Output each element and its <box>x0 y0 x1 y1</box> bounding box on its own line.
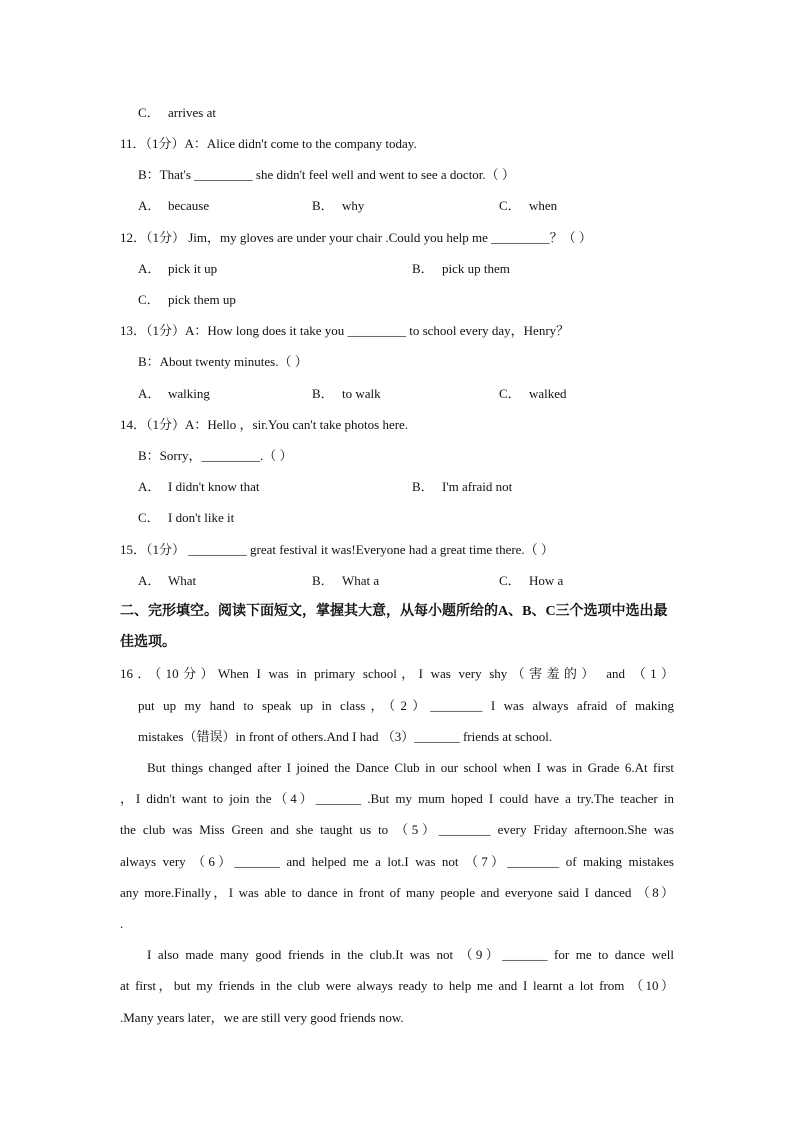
q13-option-c <box>499 385 567 403</box>
section2-heading-line1: 二、完形填空。阅读下面短文，掌握其大意，从每小题所给的A、B、C三个选项中选出最 <box>120 604 668 619</box>
option-text: What <box>168 573 197 588</box>
option-text: walking <box>168 386 210 401</box>
option-letter: A． <box>138 573 161 588</box>
q13-dialogue-b: B：About twenty minutes.（ ） <box>138 354 308 369</box>
passage-line-11: at first，but my friends in the club were always ready to help me and I learnt a lot from （10） <box>120 978 674 993</box>
passage-line-10: I also made many good friends in the club.It was not （9）_______ for me to dance well <box>147 947 674 962</box>
passage-line-4: But things changed after I joined the Dance Club in our school when I was in Grade 6.At first <box>147 760 674 775</box>
option-letter: A． <box>138 479 161 494</box>
option-text: What a <box>342 573 380 588</box>
option-letter: C． <box>138 105 160 120</box>
q13-option-b <box>312 385 381 403</box>
q12-stem: 12．（1分） Jim，my gloves are under your chair .Could you help me _________？（ ） <box>120 230 592 245</box>
q12-option-a <box>138 260 217 278</box>
q11-option-c <box>499 197 557 215</box>
option-letter: A． <box>138 386 161 401</box>
q15-stem: 15．（1分） _________ great festival it was!Everyone had a great time there.（ ） <box>120 542 554 557</box>
q11-stem: 11．（1分）A：Alice didn't come to the company today. <box>120 136 417 151</box>
option-letter: C． <box>499 386 521 401</box>
option-letter: C． <box>499 573 521 588</box>
passage-line-2: put up my hand to speak up in class，（2）________ I was always afraid of making <box>138 698 674 713</box>
option-letter: A． <box>138 198 161 213</box>
passage-line-1: 16．（10分）When I was in primary school，I was very shy（害羞的） and （1） <box>120 666 674 681</box>
option-letter: B． <box>312 573 334 588</box>
passage-line-7: always very （6）_______ and helped me a lot.I was not （7）________ of making mistakes <box>120 854 674 869</box>
option-text: to walk <box>342 386 381 401</box>
option-letter: B． <box>312 198 334 213</box>
q12-option-b <box>412 260 510 278</box>
option-text: I'm afraid not <box>442 479 513 494</box>
option-letter: C． <box>499 198 521 213</box>
option-text: why <box>342 198 365 213</box>
q11-option-b <box>312 197 364 215</box>
option-text: pick it up <box>168 261 218 276</box>
option-text: walked <box>529 386 567 401</box>
q13-stem: 13．（1分）A：How long does it take you _________ to school every day，Henry？ <box>120 323 570 338</box>
option-text: I don't like it <box>168 510 235 525</box>
option-letter: B． <box>412 479 434 494</box>
option-text: arrives at <box>168 105 217 120</box>
option-text: when <box>529 198 558 213</box>
section2-heading-line2: 佳选项。 <box>120 635 176 650</box>
option-letter: C． <box>138 510 160 525</box>
option-letter: A． <box>138 261 161 276</box>
passage-line-6: the club was Miss Green and she taught us to （5）________ every Friday afternoon.She was <box>120 822 674 837</box>
option-text: How a <box>529 573 564 588</box>
q14-dialogue-b: B：Sorry，_________.（ ） <box>138 448 293 463</box>
passage-line-8: any more.Finally，I was able to dance in front of many people and everyone said I danced （8） <box>120 885 674 900</box>
option-letter: B． <box>312 386 334 401</box>
option-letter: C． <box>138 292 160 307</box>
q12-option-c <box>138 291 236 309</box>
q14-stem: 14．（1分）A：Hello ，sir.You can't take photos here. <box>120 417 409 432</box>
passage-line-12: .Many years later，we are still very good friends now. <box>120 1010 404 1025</box>
q15-option-b <box>312 572 379 590</box>
option-letter: B． <box>412 261 434 276</box>
option-text: because <box>168 198 210 213</box>
option-text: I didn't know that <box>168 479 260 494</box>
option-text: pick up them <box>442 261 510 276</box>
q14-option-a <box>138 478 260 496</box>
q10-option-c <box>138 104 216 122</box>
passage-line-9: . <box>120 916 124 931</box>
q15-option-c <box>499 572 563 590</box>
q11-dialogue-b: B：That's _________ she didn't feel well and went to see a doctor.（ ） <box>138 167 515 182</box>
passage-line-3: mistakes（错误）in front of others.And I had （3）_______ friends at school. <box>138 729 553 744</box>
q13-option-a <box>138 385 210 403</box>
passage-line-5: ，I didn't want to join the（4）_______ .But my mum hoped I could have a try.The teacher in <box>120 791 674 806</box>
option-text: pick them up <box>168 292 236 307</box>
q14-option-c <box>138 509 234 527</box>
q15-option-a <box>138 572 196 590</box>
q14-option-b <box>412 478 512 496</box>
q11-option-a <box>138 197 209 215</box>
